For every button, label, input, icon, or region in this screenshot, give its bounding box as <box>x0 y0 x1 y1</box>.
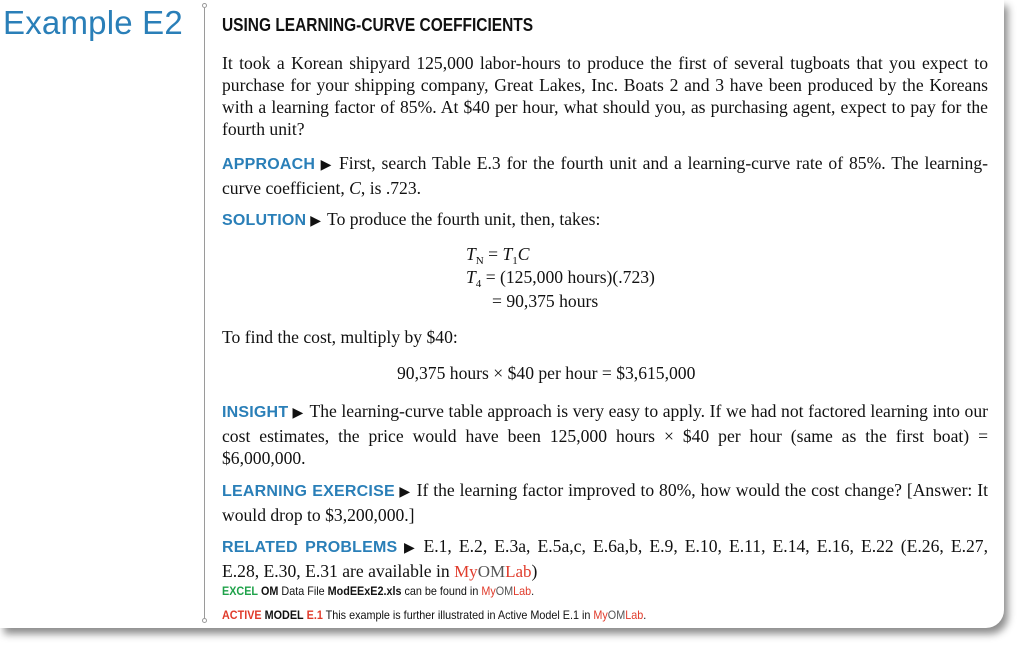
vertical-rule <box>204 8 205 622</box>
cost-intro: To find the cost, multiply by $40: <box>222 327 458 347</box>
data-file-name[interactable]: ModEExE2.xls <box>327 584 402 598</box>
insight-paragraph <box>222 400 988 469</box>
example-label: Example E2 <box>3 4 183 41</box>
problem-paragraph: It took a Korean shipyard 125,000 labor-hours to produce the first of several tugboats that you expect to purchase for your shipping company, Great Lakes, Inc. Boats 2 and 3 have been produced by the Koreans with a learning factor of 85%. At $40 per hour, what should you, as purchasing agent, expect to pay for the fourth unit? <box>222 53 988 139</box>
rule-top-dot <box>202 3 207 8</box>
approach-text-end: , is .723. <box>360 178 422 198</box>
equation-3: = 90,375 hours <box>492 291 599 311</box>
solution-paragraph <box>222 208 988 233</box>
excel-om-note: EXCEL OM Data File ModEExE2.xls can be found in MyOMLab. <box>222 584 535 598</box>
solution-lead: SOLUTION <box>222 212 307 229</box>
exercise-lead: LEARNING EXERCISE <box>222 483 395 500</box>
related-arrow-icon: ▶ <box>401 541 418 556</box>
exercise-text: If the learning factor improved to 80%, how would the cost change? [Answer: It would drop to $3,200,000.] <box>222 480 988 525</box>
approach-arrow-icon: ▶ <box>319 158 333 173</box>
active-myomlab-link[interactable]: MyOMLab <box>593 608 644 622</box>
related-text: E.1, E.2, E.3a, E.5a,c, E.6a,b, E.9, E.10, E.11, E.14, E.16, E.22 (E.26, E.27, E.28, E.30, E.31 are available in <box>222 536 988 581</box>
exercise-arrow-icon: ▶ <box>398 485 411 500</box>
example-heading: USING LEARNING-CURVE COEFFICIENTS <box>222 15 534 35</box>
related-lead: RELATED PROBLEMS <box>222 539 398 556</box>
cost-equation: 90,375 hours × $40 per hour = $3,615,000 <box>397 363 696 383</box>
insight-arrow-icon: ▶ <box>292 406 304 421</box>
exercise-paragraph <box>222 479 988 526</box>
excel-myomlab-link[interactable]: MyOMLab <box>481 584 532 598</box>
approach-var: C <box>349 178 361 198</box>
related-paragraph: RELATED PROBLEMS ▶ E.1, E.2, E.3a, E.5a,c, E.6a,b, E.9, E.10, E.11, E.14, E.16, E.22 (E.26, E.27, E.28, E.30, E.31 are available in MyOMLab) <box>222 536 988 581</box>
solution-arrow-icon: ▶ <box>310 214 322 229</box>
approach-paragraph <box>222 152 988 199</box>
insight-lead: INSIGHT <box>222 404 289 421</box>
active-model-note: ACTIVE MODEL E.1 This example is further illustrated in Active Model E.1 in MyOMLab. <box>222 608 647 622</box>
solution-text: To produce the fourth unit, then, takes: <box>327 209 601 229</box>
insight-text: The learning-curve table approach is very easy to apply. If we had not factored learning into our cost estimates, the price would have been 125,000 hours × $40 per hour (same as the first boat) = $6,000,000. <box>222 401 988 468</box>
rule-bottom-dot <box>202 618 207 623</box>
equation-2: $T_4 = (125,000$ hours)(.723) <box>466 267 655 290</box>
approach-text: First, search Table E.3 for the fourth unit and a learning-curve rate of 85%. The learning-curve coefficient, <box>222 153 988 198</box>
equation-1: $T_N = T_1C$ <box>466 244 530 267</box>
approach-lead: APPROACH <box>222 156 316 173</box>
myomlab-link[interactable]: MyOMLab <box>454 562 532 581</box>
